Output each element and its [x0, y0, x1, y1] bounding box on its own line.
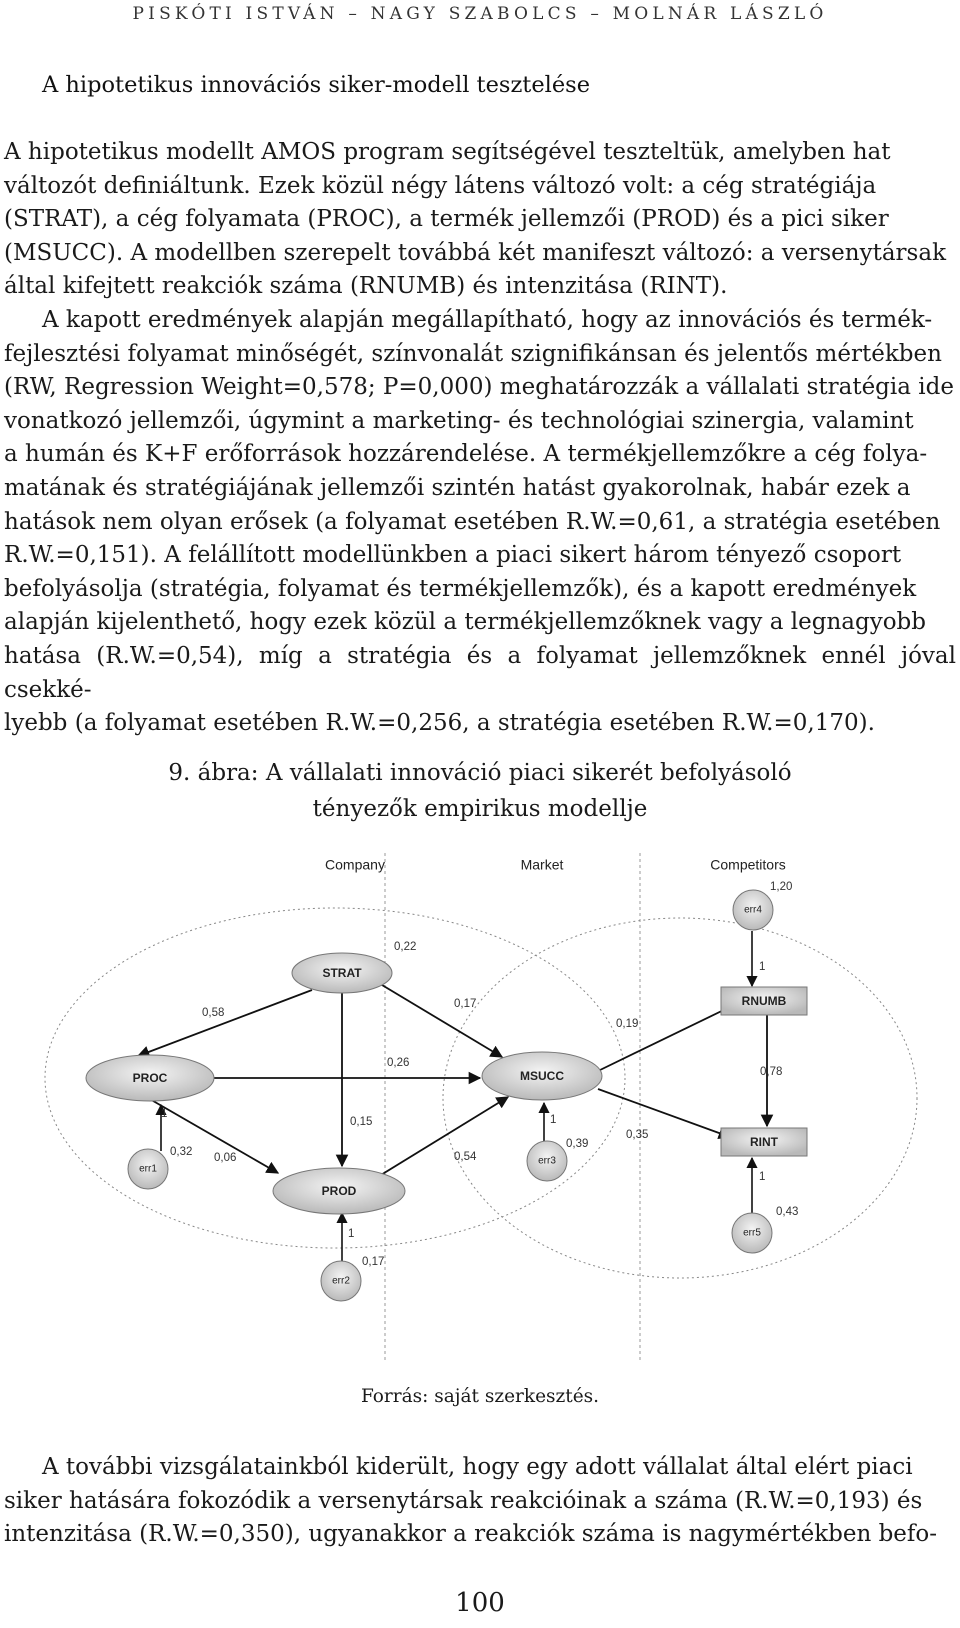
body-paragraph-3 — [4, 1451, 956, 1552]
node-err1 — [128, 1149, 168, 1189]
text-line: befolyásolja (stratégia, folyamat és termékjellemzők), és a kapott eredmények — [4, 575, 917, 602]
text-line: matának és stratégiájának jellemzői szintén hatást gyakorolnak, habár ezek a — [4, 474, 911, 501]
text-line: lyebb (a folyamat esetében R.W.=0,256, a stratégia esetében R.W.=0,170). — [4, 710, 875, 737]
coef-msucc-rnumb: 0,19 — [616, 1018, 639, 1030]
coef-strat-msucc: 0,17 — [454, 998, 477, 1010]
coef-err2-loading: 1 — [348, 1228, 355, 1240]
text-line: A további vizsgálatainkból kiderült, hogy egy adott vállalat által elért piaci — [42, 1454, 913, 1480]
node-label: PROC — [132, 1071, 168, 1085]
coef-err5-variance: 0,43 — [776, 1206, 799, 1218]
node-label: err4 — [744, 904, 762, 916]
node-err2 — [321, 1261, 361, 1301]
section-header-company: Company — [325, 856, 385, 873]
node-msucc — [482, 1052, 602, 1100]
coef-strat-prod: 0,15 — [350, 1116, 373, 1128]
text-line: fejlesztési folyamat minőségét, színvonalát szignifikánsan és jelentős mértékben — [4, 340, 942, 367]
section-title: A hipotetikus innovációs siker-modell tesztelése — [42, 72, 591, 98]
path-msucc-rint — [598, 1089, 730, 1137]
text-line: R.W.=0,151). A felállított modellünkben a piaci sikert három tényező csoport — [4, 542, 902, 569]
path-strat-msucc — [382, 985, 502, 1057]
text-line: alapján kijelenthető, hogy ezek közül a termékjellemzőknek vagy a legnagyobb — [4, 609, 926, 636]
coef-prod-msucc: 0,54 — [454, 1151, 477, 1163]
figure-title-line: tényezők empirikus modellje — [312, 796, 648, 822]
coef-err1-variance: 0,32 — [170, 1146, 193, 1158]
coef-err4-variance: 1,20 — [770, 881, 793, 893]
text-line: siker hatására fokozódik a versenytársak reakcióinak a száma (R.W.=0,193) és — [4, 1487, 923, 1514]
node-label: err3 — [538, 1155, 556, 1167]
text-line: a humán és K+F erőforrások hozzárendelése. A termékjellemzőkre a cég folya- — [4, 441, 928, 468]
coef-rnumb-rint: 0,78 — [760, 1066, 783, 1078]
path-proc-prod — [148, 1098, 278, 1173]
path-msucc-rnumb — [598, 1005, 734, 1071]
running-head: PISKÓTI ISTVÁN – NAGY SZABOLCS – MOLNÁR LÁSZLÓ — [132, 4, 828, 24]
coef-err5-loading: 1 — [759, 1171, 766, 1183]
node-label: err1 — [139, 1163, 157, 1175]
coef-err1-loading: 1 — [161, 1108, 168, 1120]
node-label: MSUCC — [520, 1069, 564, 1083]
text-line: A hipotetikus modellt AMOS program segítségével teszteltük, amelyben hat — [4, 139, 891, 165]
figure-source: Forrás: saját szerkesztés. — [360, 1386, 600, 1407]
node-label: PROD — [321, 1184, 357, 1198]
market-group-ellipse — [443, 918, 917, 1278]
text-line: vonatkozó jellemzői, úgymint a marketing- és technológiai szinergia, valamint — [4, 407, 914, 434]
text-line: változót definiáltunk. Ezek közül négy látens változó volt: a cég stratégiája — [4, 172, 877, 199]
coef-err4-loading: 1 — [759, 961, 766, 973]
path-prod-msucc — [376, 1097, 508, 1178]
coef-msucc-rint: 0,35 — [626, 1129, 649, 1141]
node-err4 — [733, 890, 773, 930]
node-rnumb — [721, 987, 807, 1015]
coef-err2-variance: 0,17 — [362, 1256, 385, 1268]
node-label: RNUMB — [741, 994, 787, 1008]
path-strat-proc — [138, 990, 312, 1056]
text-line: (MSUCC). A modellben szerepelt továbbá két manifeszt változó: a versenytársak — [4, 239, 947, 266]
node-label: STRAT — [322, 966, 362, 980]
node-err5 — [732, 1213, 772, 1253]
page-number: 100 — [455, 1588, 505, 1618]
text-line: által kifejtett reakciók száma (RNUMB) és intenzitása (RINT). — [4, 273, 728, 300]
section-header-market: Market — [520, 856, 564, 873]
node-label: RINT — [750, 1135, 778, 1149]
coef-strat-proc: 0,58 — [202, 1007, 225, 1019]
node-label: err2 — [332, 1275, 350, 1287]
section-header-competitors: Competitors — [710, 856, 786, 873]
text-line: (STRAT), a cég folyamata (PROC), a termék jellemzői (PROD) és a pici siker — [4, 206, 889, 233]
text-line: intenzitása (R.W.=0,350), ugyanakkor a reakciók száma is nagymértékben befo- — [4, 1521, 938, 1548]
coef-err3-loading: 1 — [550, 1114, 557, 1126]
text-line: hatások nem olyan erősek (a folyamat esetében R.W.=0,61, a stratégia esetében — [4, 508, 941, 535]
figure-title — [0, 755, 960, 827]
text-line: A kapott eredmények alapján megállapítható, hogy az innovációs és termék- — [42, 306, 933, 333]
figure-title-line: 9. ábra: A vállalati innováció piaci sikerét befolyásoló — [168, 760, 792, 786]
sem-path-diagram — [30, 853, 940, 1363]
node-prod — [273, 1168, 405, 1214]
node-strat — [292, 953, 392, 993]
node-rint — [721, 1128, 807, 1156]
coef-strat-variance: 0,22 — [394, 941, 417, 953]
text-line: hatása (R.W.=0,54), míg a stratégia és a folyamat jellemzőknek ennél jóval csekké- — [4, 642, 956, 703]
body-paragraph-1 — [4, 136, 956, 741]
node-label: err5 — [743, 1227, 761, 1239]
coef-proc-msucc: 0,26 — [387, 1057, 410, 1069]
text-line: (RW, Regression Weight=0,578; P=0,000) meghatározzák a vállalati stratégia ide — [4, 374, 954, 401]
coef-err3-variance: 0,39 — [566, 1138, 589, 1150]
coef-proc-prod: 0,06 — [214, 1152, 237, 1164]
node-proc — [86, 1055, 214, 1101]
node-err3 — [527, 1141, 567, 1181]
